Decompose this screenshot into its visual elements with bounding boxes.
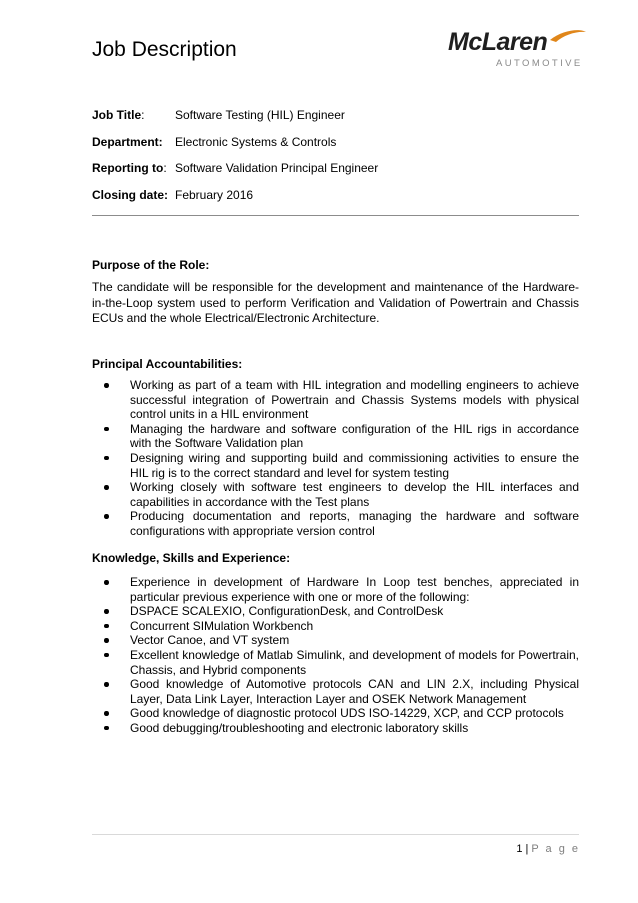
logo-brand-text: McLaren <box>448 28 548 56</box>
meta-value: Software Validation Principal Engineer <box>175 161 379 175</box>
page-title: Job Description <box>92 38 237 61</box>
list-item: Concurrent SIMulation Workbench <box>92 619 579 634</box>
bullet-icon <box>104 456 109 461</box>
bullet-icon <box>104 514 109 519</box>
bullet-icon <box>104 638 109 643</box>
accountabilities-list <box>92 378 579 539</box>
list-item: Working closely with software test engineers to develop the HIL interfaces and capabilities in accordance with the Test plans <box>92 480 579 509</box>
mclaren-logo <box>430 26 590 76</box>
purpose-heading: Purpose of the Role: <box>92 258 210 272</box>
bullet-icon <box>104 383 109 388</box>
meta-value: Electronic Systems & Controls <box>175 134 337 149</box>
list-item: Good knowledge of diagnostic protocol UDS ISO-14229, XCP, and CCP protocols <box>92 706 579 721</box>
knowledge-heading: Knowledge, Skills and Experience: <box>92 551 291 565</box>
bullet-icon <box>104 427 109 432</box>
list-item: Experience in development of Hardware In Loop test benches, appreciated in particular previous experience with one or more of the following: <box>92 575 579 604</box>
footer-divider <box>92 834 579 835</box>
page-label: P a g e <box>531 843 580 855</box>
page-number: 1 <box>516 843 523 855</box>
knowledge-list <box>92 575 579 736</box>
list-item: Producing documentation and reports, managing the hardware and software configurations with appropriate version control <box>92 509 579 538</box>
meta-label: Department: <box>92 134 163 149</box>
list-item: Good debugging/troubleshooting and electronic laboratory skills <box>92 721 579 736</box>
purpose-text: The candidate will be responsible for the development and maintenance of the Hardware-in-the-Loop system used to perform Verification and Validation of Powertrain and Chassis ECUs and the whole Electrical/Electronic Architecture. <box>92 280 579 325</box>
list-item: Managing the hardware and software configuration of the HIL rigs in accordance with the Software Validation plan <box>92 422 579 451</box>
bullet-icon <box>104 653 109 658</box>
list-item: Good knowledge of Automotive protocols CAN and LIN 2.X, including Physical Layer, Data Link Layer, Interaction Layer and OSEK Network Management <box>92 677 579 706</box>
list-item: Vector Canoe, and VT system <box>92 633 579 648</box>
logo-sub-text: AUTOMOTIVE <box>496 58 583 69</box>
bullet-icon <box>104 624 109 629</box>
meta-label: Job Title: <box>92 108 145 122</box>
footer-separator: | <box>525 843 529 855</box>
accountabilities-heading: Principal Accountabilities: <box>92 357 243 371</box>
list-item: Designing wiring and supporting build and commissioning activities to ensure the HIL rig is to the correct standard and level for system testing <box>92 451 579 480</box>
meta-value: February 2016 <box>175 187 254 202</box>
list-item: Excellent knowledge of Matlab Simulink, and development of models for Powertrain, Chassis, and Hybrid components <box>92 648 579 677</box>
bullet-icon <box>104 485 109 490</box>
list-item: DSPACE SCALEXIO, ConfigurationDesk, and ControlDesk <box>92 604 579 619</box>
header-divider <box>92 215 579 216</box>
meta-value: Software Testing (HIL) Engineer <box>175 108 345 122</box>
list-item: Working as part of a team with HIL integration and modelling engineers to achieve successful integration of Powertrain and Chassis Systems models with physical control units in a HIL environment <box>92 378 579 422</box>
page-footer <box>480 843 580 855</box>
bullet-icon <box>104 682 109 687</box>
bullet-icon <box>104 609 109 614</box>
bullet-icon <box>104 711 109 716</box>
meta-label: Reporting to: <box>92 161 167 175</box>
bullet-icon <box>104 726 109 731</box>
bullet-icon <box>104 580 109 585</box>
meta-label: Closing date: <box>92 187 169 202</box>
